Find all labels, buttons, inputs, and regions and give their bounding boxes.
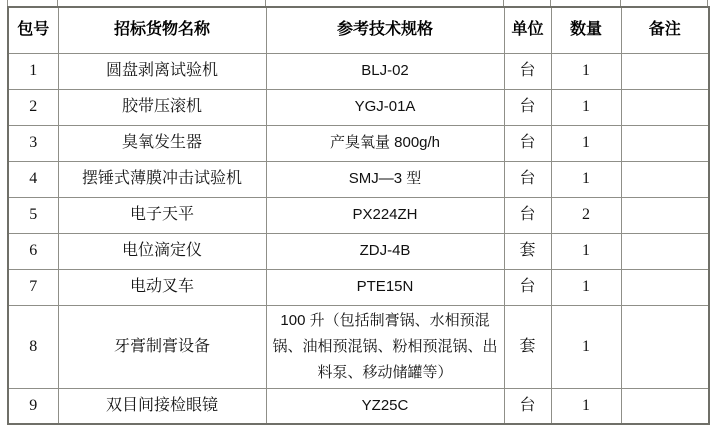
cell-unit: 台 (504, 161, 551, 197)
cell-remark (621, 161, 709, 197)
table-header (8, 7, 709, 53)
cell-qty: 1 (551, 305, 621, 388)
cell-pkg: 5 (8, 197, 58, 233)
header-package-number: 包号 (8, 7, 58, 53)
cell-qty: 1 (551, 125, 621, 161)
cell-spec: BLJ-02 (266, 53, 504, 89)
header-unit: 单位 (504, 7, 551, 53)
cell-name: 臭氧发生器 (58, 125, 266, 161)
header-quantity: 数量 (551, 7, 621, 53)
cell-pkg: 4 (8, 161, 58, 197)
bid-items-table (7, 6, 710, 425)
cell-spec: PTE15N (266, 269, 504, 305)
cell-unit: 台 (504, 125, 551, 161)
cell-pkg: 6 (8, 233, 58, 269)
cell-name: 牙膏制膏设备 (58, 305, 266, 388)
cell-name: 电位滴定仪 (58, 233, 266, 269)
cell-remark (621, 89, 709, 125)
cell-spec: ZDJ-4B (266, 233, 504, 269)
table-row (8, 197, 709, 233)
table-row (8, 89, 709, 125)
cell-name: 电动叉车 (58, 269, 266, 305)
cell-qty: 1 (551, 269, 621, 305)
cell-name: 摆锤式薄膜冲击试验机 (58, 161, 266, 197)
table-row (8, 161, 709, 197)
cell-pkg: 7 (8, 269, 58, 305)
cell-spec: YGJ-01A (266, 89, 504, 125)
cell-pkg: 3 (8, 125, 58, 161)
cell-unit: 台 (504, 269, 551, 305)
cell-pkg: 2 (8, 89, 58, 125)
cell-remark (621, 53, 709, 89)
cell-unit: 台 (504, 388, 551, 424)
table-row (8, 125, 709, 161)
cell-unit: 台 (504, 89, 551, 125)
header-tech-spec: 参考技术规格 (266, 7, 504, 53)
cell-pkg: 8 (8, 305, 58, 388)
table-row (8, 233, 709, 269)
cell-remark (621, 388, 709, 424)
cell-name: 圆盘剥离试验机 (58, 53, 266, 89)
table-row (8, 269, 709, 305)
cell-unit: 套 (504, 305, 551, 388)
cell-spec: YZ25C (266, 388, 504, 424)
cell-spec: 产臭氧量 800g/h (266, 125, 504, 161)
cell-spec: 100 升（包括制膏锅、水相预混锅、油相预混锅、粉相预混锅、出料泵、移动储罐等） (266, 305, 504, 388)
cell-remark (621, 125, 709, 161)
cell-remark (621, 269, 709, 305)
cell-qty: 1 (551, 161, 621, 197)
table-row (8, 388, 709, 424)
cell-remark (621, 197, 709, 233)
table-row (8, 305, 709, 388)
cell-qty: 1 (551, 89, 621, 125)
cell-spec: PX224ZH (266, 197, 504, 233)
cell-unit: 套 (504, 233, 551, 269)
cell-name: 双目间接检眼镜 (58, 388, 266, 424)
cell-qty: 2 (551, 197, 621, 233)
cell-qty: 1 (551, 53, 621, 89)
cell-remark (621, 305, 709, 388)
cell-remark (621, 233, 709, 269)
header-goods-name: 招标货物名称 (58, 7, 266, 53)
table-row (8, 53, 709, 89)
header-remark: 备注 (621, 7, 709, 53)
cell-qty: 1 (551, 388, 621, 424)
cell-name: 胶带压滚机 (58, 89, 266, 125)
cell-unit: 台 (504, 53, 551, 89)
cell-spec: SMJ—3 型 (266, 161, 504, 197)
cell-qty: 1 (551, 233, 621, 269)
header-row (8, 7, 709, 53)
cell-name: 电子天平 (58, 197, 266, 233)
table-body (8, 53, 709, 424)
cell-unit: 台 (504, 197, 551, 233)
cell-pkg: 9 (8, 388, 58, 424)
cell-pkg: 1 (8, 53, 58, 89)
